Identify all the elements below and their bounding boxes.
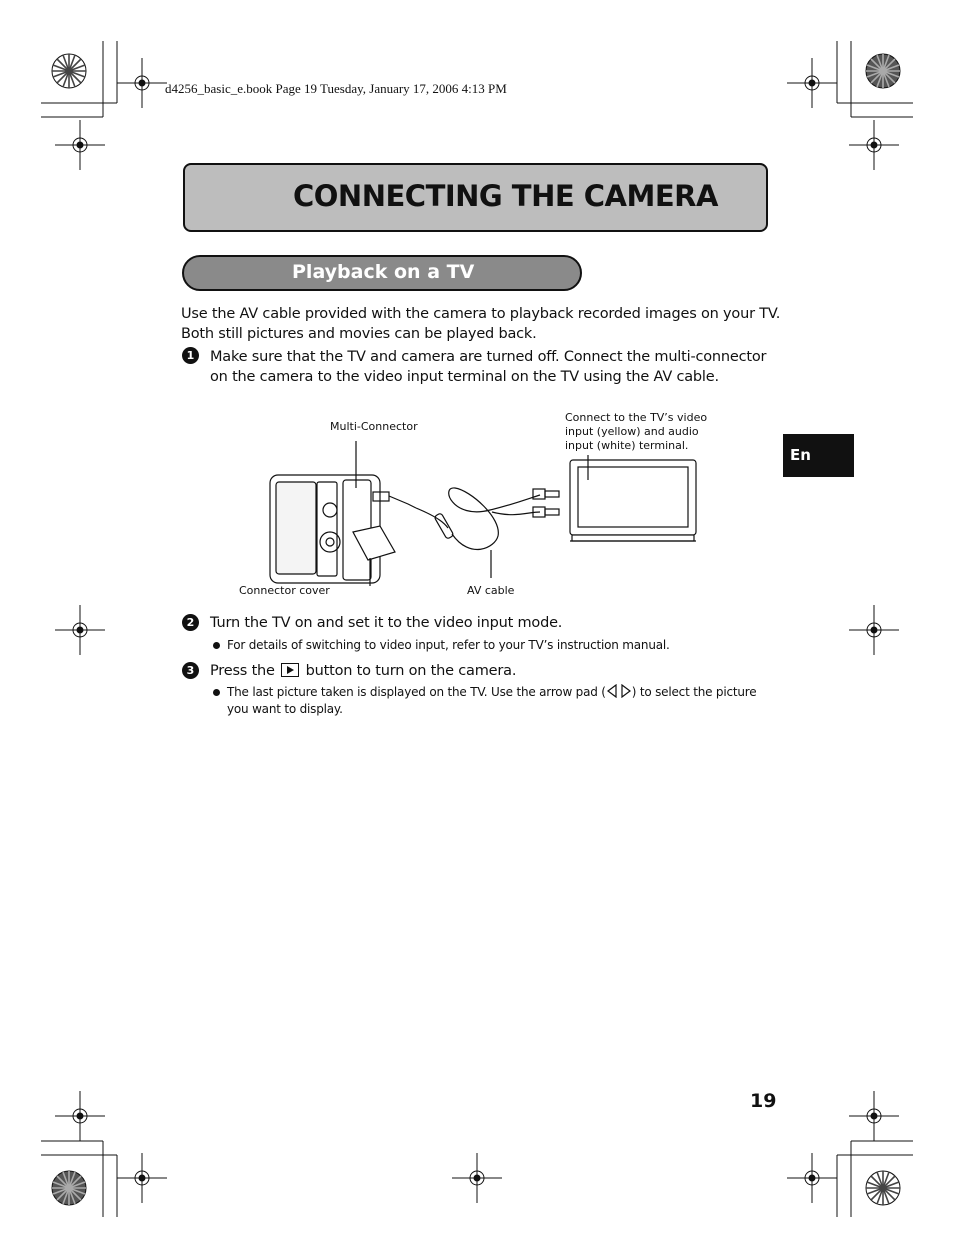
color-target-icon bbox=[865, 53, 901, 89]
step-2-text: Turn the TV on and set it to the video input mode. bbox=[210, 615, 563, 631]
registration-mark-icon bbox=[55, 1091, 105, 1141]
tv-label-line: Connect to the TV’s video bbox=[565, 411, 708, 424]
step-number: 2 bbox=[182, 614, 199, 631]
step-3-text bbox=[210, 661, 516, 681]
color-target-icon bbox=[51, 1170, 87, 1206]
bullet-dot bbox=[213, 642, 220, 649]
step-3-note-line2: you want to display. bbox=[227, 702, 343, 716]
step-3-text-before: Press the bbox=[210, 663, 275, 679]
play-button-icon bbox=[281, 663, 299, 677]
registration-mark-icon bbox=[849, 605, 899, 655]
step-line: on the camera to the video input terminal on the TV using the AV cable. bbox=[210, 369, 719, 385]
section-banner bbox=[182, 255, 582, 291]
section-title: Playback on a TV bbox=[292, 261, 475, 283]
intro-paragraph bbox=[181, 304, 780, 344]
registration-mark-icon bbox=[849, 1091, 899, 1141]
registration-mark-icon bbox=[55, 605, 105, 655]
tv-label-line: input (white) terminal. bbox=[565, 439, 689, 452]
multi-connector-label: Multi-Connector bbox=[330, 420, 418, 433]
connector-cover-label: Connector cover bbox=[239, 584, 330, 597]
page-number: 19 bbox=[750, 1090, 777, 1112]
step-3-note-before: The last picture taken is displayed on the TV. Use the arrow pad ( bbox=[227, 685, 606, 699]
color-target-icon bbox=[865, 1170, 901, 1206]
registration-mark-icon bbox=[787, 58, 837, 108]
color-target-icon bbox=[51, 53, 87, 89]
registration-mark-icon bbox=[55, 120, 105, 170]
step-number: 3 bbox=[182, 662, 199, 679]
arrow-pad-icon bbox=[606, 684, 632, 698]
step-3-text-after: button to turn on the camera. bbox=[305, 663, 517, 679]
page-title: CONNECTING THE CAMERA bbox=[293, 179, 718, 213]
av-cable-label: AV cable bbox=[467, 584, 515, 597]
registration-mark-icon bbox=[452, 1153, 502, 1203]
registration-mark-icon bbox=[117, 1153, 167, 1203]
step-number: 1 bbox=[182, 347, 199, 364]
tv-connection-label bbox=[565, 411, 707, 453]
step-line: Make sure that the TV and camera are turned off. Connect the multi-connector bbox=[210, 349, 767, 365]
language-tab: En bbox=[783, 434, 854, 477]
print-header: d4256_basic_e.book Page 19 Tuesday, January 17, 2006 4:13 PM bbox=[165, 81, 507, 96]
title-banner bbox=[183, 163, 768, 232]
step-3-note-after: ) to select the picture bbox=[631, 685, 757, 699]
step-1-text bbox=[210, 347, 766, 387]
bullet-dot bbox=[213, 689, 220, 696]
tv-label-line: input (yellow) and audio bbox=[565, 425, 699, 438]
registration-mark-icon bbox=[787, 1153, 837, 1203]
intro-line: Both still pictures and movies can be played back. bbox=[181, 326, 537, 342]
intro-line: Use the AV cable provided with the camera to playback recorded images on your TV. bbox=[181, 306, 781, 322]
registration-mark-icon bbox=[849, 120, 899, 170]
registration-mark-icon bbox=[117, 58, 167, 108]
step-3-note bbox=[227, 684, 756, 718]
step-2-note: For details of switching to video input, refer to your TV’s instruction manual. bbox=[227, 638, 670, 652]
